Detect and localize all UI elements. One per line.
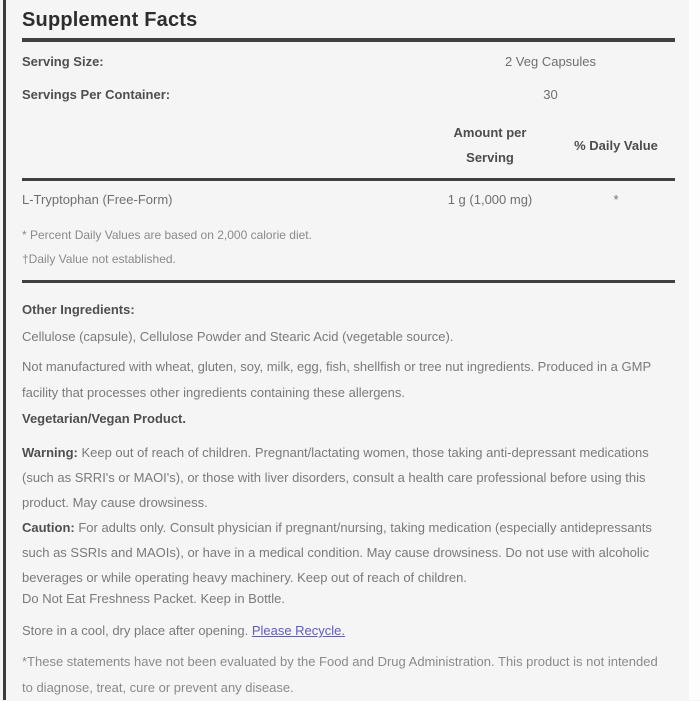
daily-value-footnote: * Percent Daily Values are based on 2,000 calorie diet. — [22, 228, 312, 242]
percent-daily-value-header: % Daily Value — [574, 137, 658, 153]
other-ingredients-heading: Other Ingredients: — [22, 302, 135, 317]
serving-size-value: 2 Veg Capsules — [504, 53, 597, 69]
servings-per-container-value: 30 — [543, 86, 558, 102]
warning-paragraph — [22, 440, 670, 515]
fda-disclaimer: *These statements have not been evaluated by the Food and Drug Administration. This product is not intended to diagnose, treat, cure or prevent any disease. — [22, 654, 658, 695]
ingredient-amount: 1 g (1,000 mg) — [447, 191, 533, 207]
warning-label: Warning: — [22, 445, 78, 460]
footnote-divider — [22, 280, 675, 283]
title-divider — [22, 38, 675, 42]
ingredient-daily-value: * — [613, 191, 619, 207]
caution-label: Caution: — [22, 520, 75, 535]
caution-paragraph — [22, 515, 670, 590]
allergen-statement: Not manufactured with wheat, gluten, soy, milk, egg, fish, shellfish or tree nut ingredients. Produced in a GMP facility that processes other ingredients containing these allergens. — [22, 359, 651, 400]
header-divider — [22, 178, 675, 181]
ingredient-name: L-Tryptophan (Free-Form) — [22, 191, 173, 207]
page-title: Supplement Facts — [22, 9, 198, 31]
warning-text: Keep out of reach of children. Pregnant/lactating women, those taking anti-depressant medications (such as SRRI's or MAOI's), or those with liver disorders, consult a health care professional before using this product. May cause drowsiness. — [22, 445, 649, 510]
right-edge-strip — [689, 0, 700, 700]
storage-line — [22, 623, 675, 639]
serving-size-row — [22, 53, 675, 69]
facts-header-row — [22, 120, 675, 170]
caution-text: For adults only. Consult physician if pregnant/nursing, taking medication (especially antidepressants such as SSRIs and MAOIs), or have in a medical condition. May cause drowsiness. Do not use with alcoholic beverages or while operating heavy machinery. Keep out of reach of children. — [22, 520, 652, 585]
please-recycle-link[interactable]: Please Recycle. — [251, 623, 346, 638]
amount-per-serving-header: Amount per Serving — [453, 125, 527, 165]
servings-per-container-label: Servings Per Container: — [22, 86, 171, 102]
table-row — [22, 191, 675, 207]
other-ingredients-text: Cellulose (capsule), Cellulose Powder and Stearic Acid (vegetable source). — [22, 329, 454, 344]
freshness-statement: Do Not Eat Freshness Packet. Keep in Bottle. — [22, 591, 286, 606]
servings-per-container-row — [22, 86, 675, 102]
not-established-footnote: †Daily Value not established. — [22, 252, 176, 266]
serving-size-label: Serving Size: — [22, 53, 104, 69]
vegetarian-statement: Vegetarian/Vegan Product. — [22, 411, 186, 426]
left-edge-line — [3, 0, 6, 700]
storage-text: Store in a cool, dry place after opening. — [22, 623, 252, 638]
